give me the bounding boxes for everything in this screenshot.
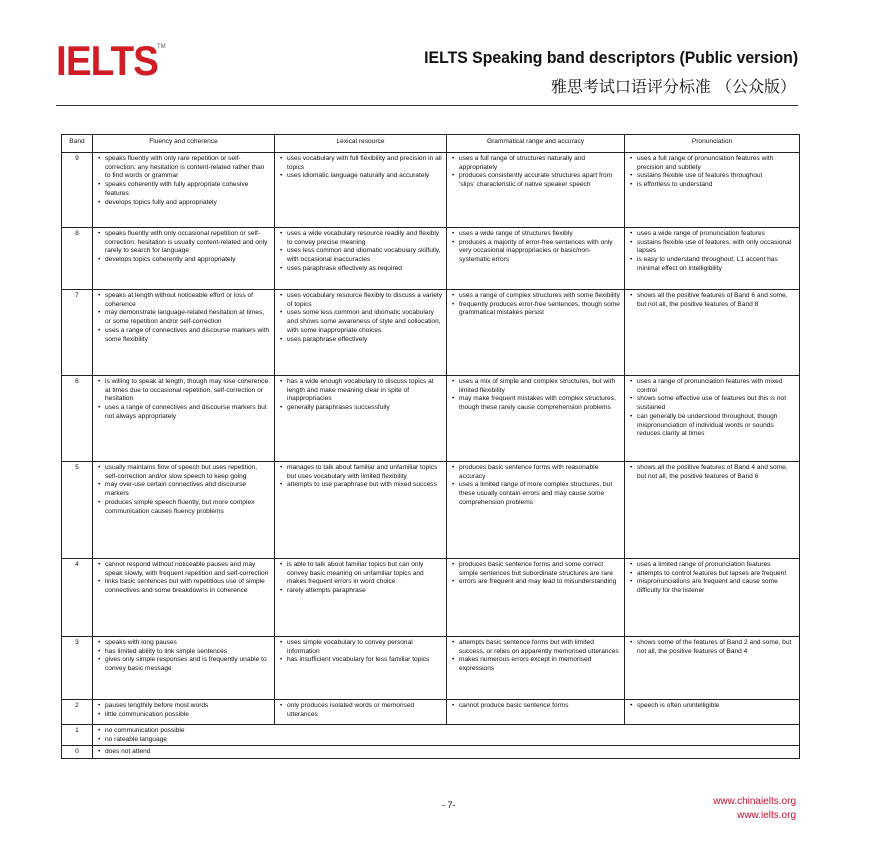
descriptor-list xyxy=(450,230,621,265)
band-score: 7 xyxy=(62,290,93,376)
trademark-mark: TM xyxy=(157,44,166,50)
descriptor-list xyxy=(450,639,621,674)
descriptor-cell-grammar xyxy=(447,700,625,725)
descriptor-list xyxy=(450,702,621,711)
descriptor-cell-fluency xyxy=(93,290,275,376)
descriptor-list xyxy=(278,292,443,344)
table-row xyxy=(62,559,800,637)
descriptor-list xyxy=(628,464,796,481)
descriptor-item: • uses paraphrase effectively as required xyxy=(287,265,443,274)
column-header-fluency: Fluency and coherence xyxy=(93,135,275,153)
descriptor-list xyxy=(450,378,621,413)
descriptor-item: • shows some effective use of features but this is not sustained xyxy=(637,395,796,412)
descriptor-item: • speaks fluently with only rare repetition or self-correction; any hesitation is content-related rather than to find words or grammar xyxy=(105,155,271,181)
descriptor-item: • errors are frequent and may lead to misunderstanding xyxy=(459,578,621,587)
descriptor-item: • uses a limited range of more complex structures, but these usually contain errors and may cause some comprehension problems xyxy=(459,481,621,507)
descriptor-item: • uses a wide vocabulary resource readily and flexibly to convey precise meaning xyxy=(287,230,443,247)
descriptor-cell-grammar xyxy=(447,462,625,559)
descriptor-list xyxy=(450,464,621,508)
descriptor-cell-fluency xyxy=(93,637,275,700)
descriptor-item: • produces consistently accurate structures apart from 'slips' characteristic of native speaker speech xyxy=(459,172,621,189)
descriptor-cell-fluency xyxy=(93,559,275,637)
descriptor-list xyxy=(96,639,271,674)
band-score: 6 xyxy=(62,376,93,462)
table-row xyxy=(62,228,800,290)
descriptor-item: • produces a majority of error-free sentences with only very occasional inappropriacies or basic/non-systematic errors xyxy=(459,239,621,265)
descriptor-list xyxy=(278,561,443,596)
band-score: 2 xyxy=(62,700,93,725)
descriptor-item: • has a wide enough vocabulary to discuss topics at length and make meaning clear in spite of inappropriacies xyxy=(287,378,443,404)
table-body xyxy=(62,153,800,759)
descriptor-item: • shows all the positive features of Band 6 and some, but not all, the positive features of Band 8 xyxy=(637,292,796,309)
descriptor-list xyxy=(628,292,796,309)
table-header-row xyxy=(62,135,800,153)
ielts-logo: IELTS xyxy=(56,37,159,84)
descriptor-item: • uses a full range of structures naturally and appropriately xyxy=(459,155,621,172)
descriptor-item: • usually maintains flow of speech but uses repetition, self-correction and/or slow speech to keep going xyxy=(105,464,271,481)
descriptor-item: • uses simple vocabulary to convey personal information xyxy=(287,639,443,656)
table-row xyxy=(62,725,800,746)
descriptor-item: • is easy to understand throughout; L1 accent has minimal effect on intelligibility xyxy=(637,256,796,273)
descriptor-item: • uses a range of connectives and discourse markers with some flexibility xyxy=(105,327,271,344)
descriptor-item: • speaks fluently with only occasional repetition or self-correction; hesitation is usually content-related and only rarely to search for language xyxy=(105,230,271,256)
descriptor-item: • mispronunciations are frequent and cause some difficulty for the listener xyxy=(637,578,796,595)
descriptor-item: • no rateable language xyxy=(105,736,796,745)
descriptor-item: • attempts to control features but lapses are frequent xyxy=(637,570,796,579)
descriptor-cell-lexical xyxy=(275,700,447,725)
descriptor-cell-grammar xyxy=(447,290,625,376)
descriptor-list xyxy=(450,155,621,190)
table-row xyxy=(62,700,800,725)
band-score: 0 xyxy=(62,746,93,759)
table-row xyxy=(62,637,800,700)
descriptor-item: • cannot produce basic sentence forms xyxy=(459,702,621,711)
descriptor-cell-lexical xyxy=(275,153,447,228)
descriptor-item: • shows some of the features of Band 2 and some, but not all, the positive features of Band 4 xyxy=(637,639,796,656)
descriptor-list xyxy=(96,464,271,516)
descriptor-item: • frequently produces error-free sentences, though some grammatical mistakes persist xyxy=(459,301,621,318)
descriptor-item: • uses less common and idiomatic vocabulary skilfully, with occasional inaccuracies xyxy=(287,247,443,264)
descriptor-item: • sustains flexible use of features, with only occasional lapses xyxy=(637,239,796,256)
descriptor-list xyxy=(278,378,443,413)
descriptor-item: • produces basic sentence forms and some correct simple sentences but subordinate structures are rare xyxy=(459,561,621,578)
descriptor-item: • speech is often unintelligible xyxy=(637,702,796,711)
descriptor-cell-grammar xyxy=(447,376,625,462)
page-title-english: IELTS Speaking band descriptors (Public version) xyxy=(424,48,798,67)
descriptor-item: • shows all the positive features of Band 4 and some, but not all, the positive features of Band 6 xyxy=(637,464,796,481)
table-row xyxy=(62,153,800,228)
header-divider xyxy=(56,105,798,106)
descriptor-item: • is willing to speak at length, though may lose coherence at times due to occasional repetition, self-correction or hesitation xyxy=(105,378,271,404)
descriptor-item: • uses a wide range of pronunciation features xyxy=(637,230,796,239)
band-score: 3 xyxy=(62,637,93,700)
descriptor-item: • no communication possible xyxy=(105,727,796,736)
descriptor-item: • may demonstrate language-related hesitation at times, or some repetition and/or self-correction xyxy=(105,309,271,326)
descriptor-list xyxy=(278,155,443,181)
descriptor-item: • attempts basic sentence forms but with limited success, or relies on apparently memorised utterances xyxy=(459,639,621,656)
descriptor-cell-pronunciation xyxy=(625,462,800,559)
descriptor-item: • speaks at length without noticeable effort or loss of coherence xyxy=(105,292,271,309)
descriptor-item: • may make frequent mistakes with complex structures, though these rarely cause comprehension problems xyxy=(459,395,621,412)
descriptor-list xyxy=(96,292,271,344)
descriptor-item: • uses vocabulary resource flexibly to discuss a variety of topics xyxy=(287,292,443,309)
descriptor-list xyxy=(628,639,796,656)
descriptor-cell-all xyxy=(93,746,800,759)
descriptor-cell-grammar xyxy=(447,559,625,637)
descriptor-item: • does not attend xyxy=(105,748,796,757)
descriptor-item: • uses some less common and idiomatic vocabulary and shows some awareness of style and collocation, with some inappropriate choices xyxy=(287,309,443,335)
descriptor-item: • only produces isolated words or memorised utterances xyxy=(287,702,443,719)
descriptor-item: • sustains flexible use of features throughout xyxy=(637,172,796,181)
descriptor-list xyxy=(96,230,271,265)
descriptor-list xyxy=(278,230,443,274)
descriptor-item: • uses a mix of simple and complex structures, but with limited flexibility xyxy=(459,378,621,395)
table-row xyxy=(62,376,800,462)
page-title-chinese: 雅思考试口语评分标准 （公众版） xyxy=(550,77,796,96)
descriptor-cell-pronunciation xyxy=(625,559,800,637)
descriptor-item: • rarely attempts paraphrase xyxy=(287,587,443,596)
footer-link-ielts[interactable]: www.ielts.org xyxy=(737,810,796,821)
descriptor-cell-grammar xyxy=(447,637,625,700)
descriptor-cell-fluency xyxy=(93,153,275,228)
column-header-lexical: Lexical resource xyxy=(275,135,447,153)
descriptor-list xyxy=(96,702,271,719)
descriptor-cell-fluency xyxy=(93,700,275,725)
descriptor-cell-grammar xyxy=(447,153,625,228)
descriptor-cell-pronunciation xyxy=(625,153,800,228)
band-descriptors-table xyxy=(61,134,800,759)
descriptor-cell-fluency xyxy=(93,376,275,462)
descriptor-item: • uses idiomatic language naturally and accurately xyxy=(287,172,443,181)
descriptor-list xyxy=(96,155,271,207)
descriptor-list xyxy=(278,702,443,719)
descriptor-cell-all xyxy=(93,725,800,746)
band-score: 4 xyxy=(62,559,93,637)
column-header-pronunciation: Pronunciation xyxy=(625,135,800,153)
descriptor-cell-lexical xyxy=(275,559,447,637)
descriptor-list xyxy=(278,464,443,490)
descriptor-list xyxy=(278,639,443,665)
descriptor-item: • makes numerous errors except in memorised expressions xyxy=(459,656,621,673)
column-header-grammar: Grammatical range and accuracy xyxy=(447,135,625,153)
descriptor-item: • uses a range of pronunciation features with mixed control xyxy=(637,378,796,395)
descriptor-item: • has limited ability to link simple sentences xyxy=(105,648,271,657)
descriptor-item: • produces basic sentence forms with reasonable accuracy xyxy=(459,464,621,481)
descriptor-item: • cannot respond without noticeable pauses and may speak slowly, with frequent repetition and self-correction xyxy=(105,561,271,578)
descriptor-list xyxy=(96,561,271,596)
descriptor-cell-fluency xyxy=(93,462,275,559)
descriptor-item: • uses a wide range of structures flexibly xyxy=(459,230,621,239)
descriptor-item: • little communication possible xyxy=(105,711,271,720)
band-score: 1 xyxy=(62,725,93,746)
descriptor-cell-lexical xyxy=(275,228,447,290)
descriptor-cell-lexical xyxy=(275,376,447,462)
descriptor-cell-lexical xyxy=(275,290,447,376)
descriptor-cell-pronunciation xyxy=(625,228,800,290)
descriptor-item: • pauses lengthily before most words xyxy=(105,702,271,711)
descriptor-list xyxy=(628,230,796,274)
descriptor-item: • links basic sentences but with repetitious use of simple connectives and some breakdowns in coherence xyxy=(105,578,271,595)
table-row xyxy=(62,746,800,759)
descriptor-item: • produces simple speech fluently, but more complex communication causes fluency problems xyxy=(105,499,271,516)
descriptor-list xyxy=(450,292,621,318)
descriptor-item: • generally paraphrases successfully xyxy=(287,404,443,413)
band-score: 5 xyxy=(62,462,93,559)
descriptor-item: • develops topics fully and appropriately xyxy=(105,199,271,208)
descriptor-list xyxy=(450,561,621,587)
descriptor-item: • has insufficient vocabulary for less familiar topics xyxy=(287,656,443,665)
descriptor-item: • uses paraphrase effectively xyxy=(287,336,443,345)
descriptor-item: • speaks coherently with fully appropriate cohesive features xyxy=(105,181,271,198)
band-score: 9 xyxy=(62,153,93,228)
descriptor-cell-pronunciation xyxy=(625,637,800,700)
descriptor-cell-lexical xyxy=(275,637,447,700)
descriptor-cell-pronunciation xyxy=(625,376,800,462)
descriptor-list xyxy=(628,561,796,596)
descriptor-cell-grammar xyxy=(447,228,625,290)
footer-link-chinaielts[interactable]: www.chinaielts.org xyxy=(713,796,796,807)
descriptor-item: • uses a range of complex structures with some flexibility xyxy=(459,292,621,301)
descriptor-list xyxy=(628,155,796,190)
descriptor-item: • gives only simple responses and is frequently unable to convey basic message xyxy=(105,656,271,673)
descriptor-item: • uses a full range of pronunciation features with precision and subtlety xyxy=(637,155,796,172)
descriptor-list xyxy=(628,378,796,439)
table-row xyxy=(62,290,800,376)
descriptor-item: • may over-use certain connectives and discourse markers xyxy=(105,481,271,498)
descriptor-cell-lexical xyxy=(275,462,447,559)
descriptor-list xyxy=(96,748,796,757)
column-header-band: Band xyxy=(62,135,93,153)
descriptor-list xyxy=(628,702,796,711)
page-number: - 7- xyxy=(442,800,456,810)
descriptor-item: • uses vocabulary with full flexibility and precision in all topics xyxy=(287,155,443,172)
descriptor-item: • uses a limited range of pronunciation features xyxy=(637,561,796,570)
descriptor-list xyxy=(96,727,796,744)
descriptor-item: • is effortless to understand xyxy=(637,181,796,190)
descriptor-item: • can generally be understood throughout, though mispronunciation of individual words or sounds reduces clarity at times xyxy=(637,413,796,439)
descriptor-item: • develops topics coherently and appropriately xyxy=(105,256,271,265)
descriptor-cell-fluency xyxy=(93,228,275,290)
descriptor-cell-pronunciation xyxy=(625,700,800,725)
descriptor-item: • speaks with long pauses xyxy=(105,639,271,648)
descriptor-item: • attempts to use paraphrase but with mixed success xyxy=(287,481,443,490)
descriptor-item: • manages to talk about familiar and unfamiliar topics but uses vocabulary with limited flexibility xyxy=(287,464,443,481)
table-row xyxy=(62,462,800,559)
descriptor-item: • is able to talk about familiar topics but can only convey basic meaning on unfamiliar topics and makes frequent errors in word choice xyxy=(287,561,443,587)
band-score: 8 xyxy=(62,228,93,290)
descriptor-list xyxy=(96,378,271,422)
descriptor-cell-pronunciation xyxy=(625,290,800,376)
descriptor-item: • uses a range of connectives and discourse markers but not always appropriately xyxy=(105,404,271,421)
